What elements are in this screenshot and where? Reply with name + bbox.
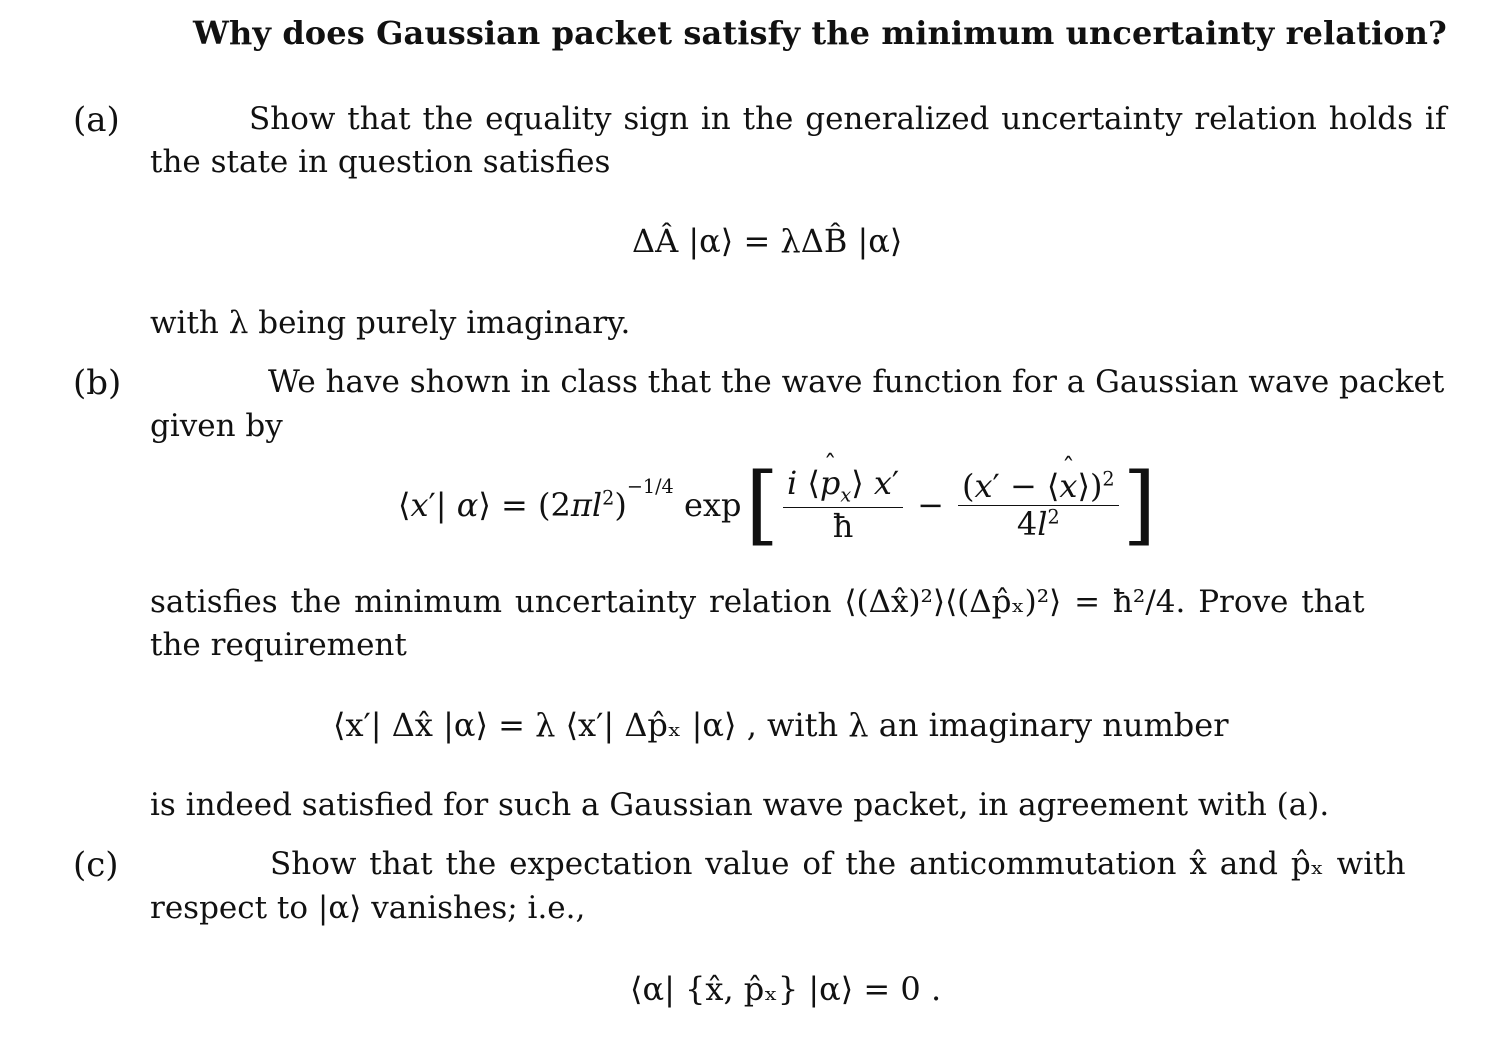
part-b-text-line3: satisfies the minimum uncertainty relation ⟨(Δx̂)²⟩⟨(Δp̂ₓ)²⟩ = ħ²/4. Prove that <box>150 584 1365 620</box>
gaussian-wavefunction-equation <box>398 450 1156 560</box>
part-a-equation-content: ΔÂ |α⟩ = λΔB̂ |α⟩ <box>632 222 903 260</box>
problem-title: Why does Gaussian packet satisfy the minimum uncertainty relation? <box>193 14 1447 52</box>
part-a-text-line3: with λ being purely imaginary. <box>150 305 631 341</box>
part-c-text-line1: Show that the expectation value of the anticommutation x̂ and p̂ₓ with <box>270 846 1406 882</box>
part-b-requirement-equation: ⟨x′| Δx̂ |α⟩ = λ ⟨x′| Δp̂ₓ |α⟩ , with λ an imaginary number <box>333 706 1229 744</box>
left-bracket: [ <box>745 455 779 555</box>
part-a-label: (a) <box>73 100 120 140</box>
right-bracket: ] <box>1122 455 1157 555</box>
part-c-equation: ⟨α| {x̂, p̂ₓ} |α⟩ = 0 . <box>630 970 942 1008</box>
part-b-text-line2: given by <box>150 408 283 444</box>
part-b-text-line1: We have shown in class that the wave function for a Gaussian wave packet <box>268 364 1445 400</box>
part-a-equation <box>632 222 902 260</box>
part-b-text-line5: is indeed satisfied for such a Gaussian wave packet, in agreement with (a). <box>150 787 1330 823</box>
part-b-label: (b) <box>73 363 122 403</box>
wavefunction-lhs: ⟨x′| α⟩ = $(2\pi l^2)^{-1/4}$ exp <box>398 474 742 524</box>
position-fraction: $\frac{(x' - ⟨ˆ x⟩)^2}{4l^2}$ <box>958 468 1119 543</box>
part-a-text-line1: Show that the equality sign in the generalized uncertainty relation holds if <box>249 101 1447 137</box>
part-b-text-line4: the requirement <box>150 627 407 663</box>
part-c-text-line2: respect to |α⟩ vanishes; i.e., <box>150 890 586 926</box>
minus-sign: − <box>917 486 944 524</box>
momentum-fraction: $\frac{i ⟨ˆ p_x⟩ x'}{ħ}$ <box>783 465 903 544</box>
part-c-label: (c) <box>73 845 119 885</box>
part-a-text-line2: the state in question satisfies <box>150 144 611 180</box>
